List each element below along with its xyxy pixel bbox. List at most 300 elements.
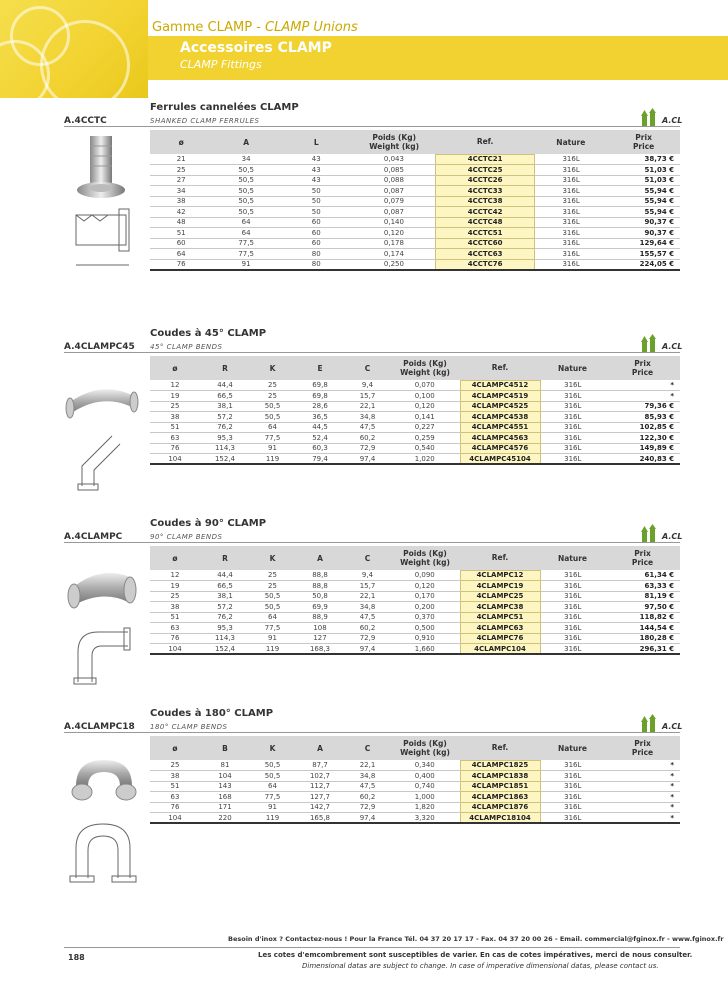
ref-cell: 4CLAMPC4551 (460, 422, 540, 433)
table-cell: 25 (250, 570, 295, 581)
table-cell: 34,8 (345, 771, 390, 782)
table-cell: 0,100 (390, 391, 460, 402)
price-cell: * (605, 792, 680, 803)
table-cell: 168,3 (295, 644, 345, 655)
table-cell: 44,5 (295, 422, 345, 433)
table-cell: 316L (540, 792, 605, 803)
table-cell: 44,4 (200, 570, 250, 581)
price-cell: 55,94 € (607, 207, 680, 218)
col-header: ø (150, 736, 200, 760)
ref-cell: 4CLAMPC1851 (460, 781, 540, 792)
badge-label: A.CL (662, 722, 683, 731)
ref-cell: 4CCTC76 (436, 259, 535, 270)
table-body (150, 760, 680, 823)
table-cell: 91 (250, 802, 295, 813)
table-cell: 34 (212, 154, 280, 165)
table-cell: 0,540 (390, 443, 460, 454)
ref-cell: 4CCTC25 (436, 165, 535, 176)
col-header-fr: Prix (634, 739, 651, 748)
ref-cell: 4CCTC48 (436, 217, 535, 228)
ref-cell: 4CLAMPC25 (460, 591, 540, 602)
col-header-en: Weight (kg) (400, 748, 450, 757)
table-row (150, 380, 680, 391)
table-cell: 25 (150, 591, 200, 602)
ref-cell: 4CCTC38 (436, 196, 535, 207)
col-header-fr: Prix (634, 549, 651, 558)
table-cell: 77,5 (250, 433, 295, 444)
table-cell: 97,4 (345, 813, 390, 824)
badge-icon (640, 524, 658, 542)
table-cell: 34,8 (345, 412, 390, 423)
table-cell: 43 (280, 165, 353, 176)
table-row (150, 781, 680, 792)
table-cell: 60 (280, 228, 353, 239)
table-cell: 42 (150, 207, 212, 218)
section-divider (64, 352, 680, 353)
table-cell: 76 (150, 633, 200, 644)
table-cell: 63 (150, 792, 200, 803)
section-bends-180 (0, 706, 728, 886)
ref-cell: 4CLAMPC38 (460, 602, 540, 613)
col-header: ø (150, 546, 200, 570)
ref-cell: 4CCTC51 (436, 228, 535, 239)
table-cell: 66,5 (200, 391, 250, 402)
ref-cell: 4CCTC21 (436, 154, 535, 165)
section-divider (64, 126, 680, 127)
table-cell: 34,8 (345, 602, 390, 613)
table-cell: 316L (534, 154, 607, 165)
col-header (390, 356, 460, 380)
ref-cell: 4CLAMPC4525 (460, 401, 540, 412)
table-body (150, 570, 680, 654)
table-cell: 0,259 (390, 433, 460, 444)
section-subtitle: 45° CLAMP BENDS (150, 343, 223, 351)
table-cell: 50 (280, 207, 353, 218)
price-cell: * (605, 760, 680, 771)
table-cell: 72,9 (345, 802, 390, 813)
table-cell: 88,8 (295, 581, 345, 592)
price-cell: 102,85 € (605, 422, 680, 433)
col-header (605, 546, 680, 570)
table-cell: 60 (280, 217, 353, 228)
table-row (150, 581, 680, 592)
table-cell: 66,5 (200, 581, 250, 592)
page-title: Accessoires CLAMP (180, 40, 332, 56)
col-header-fr: Prix (635, 133, 652, 142)
table-row (150, 443, 680, 454)
table-row (150, 591, 680, 602)
table-cell: 104 (150, 454, 200, 465)
bend-90-diagram (68, 622, 138, 692)
table-cell: 316L (540, 454, 605, 465)
table-cell: 72,9 (345, 443, 390, 454)
table-row (150, 760, 680, 771)
col-header-fr: Poids (Kg) (403, 359, 447, 368)
table-row (150, 633, 680, 644)
price-cell: 81,19 € (605, 591, 680, 602)
section-title: Coudes à 45° CLAMP (150, 328, 267, 339)
table-row (150, 644, 680, 655)
col-header-en: Weight (kg) (369, 142, 420, 151)
section-divider (64, 732, 680, 733)
table-cell: 0,087 (353, 207, 436, 218)
table-cell: 316L (540, 380, 605, 391)
col-header: Ref. (436, 130, 535, 154)
price-cell: 51,03 € (607, 165, 680, 176)
col-header: K (250, 736, 295, 760)
table-cell: 95,3 (200, 433, 250, 444)
table-cell: 50,5 (212, 196, 280, 207)
col-header (605, 736, 680, 760)
table-row (150, 238, 680, 249)
table-cell: 152,4 (200, 644, 250, 655)
badge-label: A.CL (662, 532, 683, 541)
ref-cell: 4CCTC60 (436, 238, 535, 249)
table-cell: 80 (280, 249, 353, 260)
table-cell: 69,8 (295, 380, 345, 391)
table-cell: 38 (150, 771, 200, 782)
col-header: A (295, 546, 345, 570)
table-cell: 0,227 (390, 422, 460, 433)
table-cell: 95,3 (200, 623, 250, 634)
price-cell: 63,33 € (605, 581, 680, 592)
table-cell: 38,1 (200, 591, 250, 602)
table-cell: 47,5 (345, 781, 390, 792)
badge-label: A.CL (662, 342, 683, 351)
table-cell: 60,2 (345, 623, 390, 634)
table-cell: 43 (280, 175, 353, 186)
range-title (152, 20, 358, 35)
ferrule-photo (66, 132, 136, 207)
table-cell: 25 (150, 760, 200, 771)
table-cell: 0,090 (390, 570, 460, 581)
table-cell: 77,5 (212, 249, 280, 260)
bend-45-photo (62, 372, 142, 422)
table-cell: 60,3 (295, 443, 345, 454)
ref-cell: 4CLAMPC45104 (460, 454, 540, 465)
table-cell: 25 (250, 581, 295, 592)
col-header: C (345, 356, 390, 380)
ref-cell: 4CCTC63 (436, 249, 535, 260)
table-cell: 19 (150, 391, 200, 402)
ref-cell: 4CLAMPC4563 (460, 433, 540, 444)
table-cell: 50 (280, 196, 353, 207)
section-title: Ferrules cannelées CLAMP (150, 102, 299, 113)
table-body (150, 380, 680, 464)
table-cell: 316L (534, 249, 607, 260)
table-cell: 3,320 (390, 813, 460, 824)
section-divider (64, 542, 680, 543)
price-cell: 85,93 € (605, 412, 680, 423)
col-header: Ref. (460, 546, 540, 570)
ref-cell: 4CLAMPC1863 (460, 792, 540, 803)
table-cell: 50,5 (250, 591, 295, 602)
table-cell: 91 (250, 443, 295, 454)
table-cell: 64 (212, 217, 280, 228)
page-subtitle: CLAMP Fittings (180, 58, 262, 71)
table-cell: 76 (150, 443, 200, 454)
table-row (150, 401, 680, 412)
table-cell: 50,8 (295, 591, 345, 602)
table-row (150, 228, 680, 239)
ferrules-table (150, 130, 680, 271)
table-cell: 171 (200, 802, 250, 813)
badge-icon (640, 108, 658, 126)
table-cell: 316L (534, 207, 607, 218)
section-code: A.4CLAMPC18 (64, 722, 135, 732)
range-italic: CLAMP Unions (265, 20, 358, 35)
col-header (390, 736, 460, 760)
col-header: C (345, 736, 390, 760)
table-cell: 0,170 (390, 591, 460, 602)
table-cell: 60,2 (345, 792, 390, 803)
section-code: A.4CLAMPC45 (64, 342, 135, 352)
table-cell: 316L (534, 186, 607, 197)
table-row (150, 792, 680, 803)
bends-90-table (150, 546, 680, 655)
table-cell: 91 (212, 259, 280, 270)
table-cell: 1,820 (390, 802, 460, 813)
col-header: Nature (540, 736, 605, 760)
price-cell: 296,31 € (605, 644, 680, 655)
table-cell: 316L (534, 228, 607, 239)
table-cell: 127,7 (295, 792, 345, 803)
table-cell: 15,7 (345, 391, 390, 402)
table-cell: 152,4 (200, 454, 250, 465)
ref-cell: 4CLAMPC4519 (460, 391, 540, 402)
section-bends-45 (0, 326, 728, 496)
ref-cell: 4CLAMPC76 (460, 633, 540, 644)
table-cell: 63 (150, 623, 200, 634)
section-code: A.4CLAMPC (64, 532, 123, 542)
price-cell: 55,94 € (607, 186, 680, 197)
ref-cell: 4CLAMPC12 (460, 570, 540, 581)
table-cell: 25 (250, 391, 295, 402)
table-row (150, 154, 680, 165)
ref-cell: 4CCTC33 (436, 186, 535, 197)
table-cell: 0,740 (390, 781, 460, 792)
table-cell: 0,174 (353, 249, 436, 260)
table-row (150, 165, 680, 176)
table-cell: 316L (540, 591, 605, 602)
price-cell: 79,36 € (605, 401, 680, 412)
table-cell: 50,5 (250, 771, 295, 782)
bend-90-photo (62, 560, 144, 615)
col-header: A (212, 130, 280, 154)
table-cell: 25 (150, 165, 212, 176)
table-cell: 316L (540, 412, 605, 423)
table-cell: 60 (280, 238, 353, 249)
table-row (150, 454, 680, 465)
table-cell: 316L (540, 633, 605, 644)
table-cell: 1,660 (390, 644, 460, 655)
table-cell: 51 (150, 228, 212, 239)
col-header: L (280, 130, 353, 154)
table-cell: 316L (534, 259, 607, 270)
decorative-logo-panel (0, 0, 148, 98)
table-cell: 0,079 (353, 196, 436, 207)
table-cell: 97,4 (345, 454, 390, 465)
col-header: Nature (540, 546, 605, 570)
price-cell: 224,05 € (607, 259, 680, 270)
section-code: A.4CCTC (64, 116, 107, 126)
table-cell: 316L (540, 602, 605, 613)
col-header-fr: Poids (Kg) (403, 739, 447, 748)
price-cell: 90,37 € (607, 217, 680, 228)
table-cell: 12 (150, 570, 200, 581)
table-cell: 316L (540, 612, 605, 623)
table-cell: 76 (150, 802, 200, 813)
price-cell: * (605, 380, 680, 391)
table-row (150, 771, 680, 782)
table-cell: 104 (150, 813, 200, 824)
table-cell: 119 (250, 454, 295, 465)
table-cell: 165,8 (295, 813, 345, 824)
table-row (150, 186, 680, 197)
col-header: Ref. (460, 736, 540, 760)
table-cell: 102,7 (295, 771, 345, 782)
ref-cell: 4CLAMPC1825 (460, 760, 540, 771)
table-cell: 69,8 (295, 391, 345, 402)
col-header (353, 130, 436, 154)
ref-cell: 4CLAMPC104 (460, 644, 540, 655)
table-cell: 104 (200, 771, 250, 782)
col-header (390, 546, 460, 570)
col-header: B (200, 736, 250, 760)
table-cell: 57,2 (200, 412, 250, 423)
table-cell: 0,088 (353, 175, 436, 186)
table-cell: 0,043 (353, 154, 436, 165)
table-cell: 114,3 (200, 633, 250, 644)
table-cell: 38,1 (200, 401, 250, 412)
ref-cell: 4CLAMPC18104 (460, 813, 540, 824)
table-cell: 0,400 (390, 771, 460, 782)
table-cell: 76 (150, 259, 212, 270)
table-cell: 0,085 (353, 165, 436, 176)
footer-note-en: Dimensional datas are subject to change. In case of imperative dimensional datas, please contact us. (302, 962, 659, 970)
table-cell: 316L (540, 433, 605, 444)
table-row (150, 623, 680, 634)
table-cell: 64 (250, 612, 295, 623)
table-body (150, 154, 680, 270)
table-cell: 9,4 (345, 570, 390, 581)
table-cell: 34 (150, 186, 212, 197)
col-header: A (295, 736, 345, 760)
ref-cell: 4CLAMPC4512 (460, 380, 540, 391)
table-cell: 316L (540, 443, 605, 454)
table-cell: 0,178 (353, 238, 436, 249)
table-cell: 64 (212, 228, 280, 239)
ref-cell: 4CLAMPC51 (460, 612, 540, 623)
table-cell: 50,5 (250, 412, 295, 423)
col-header (605, 356, 680, 380)
badge-icon (640, 334, 658, 352)
table-cell: 43 (280, 154, 353, 165)
table-row (150, 217, 680, 228)
table-cell: 57,2 (200, 602, 250, 613)
ref-cell: 4CLAMPC63 (460, 623, 540, 634)
table-cell: 12 (150, 380, 200, 391)
table-cell: 0,120 (390, 581, 460, 592)
table-cell: 0,200 (390, 602, 460, 613)
table-row (150, 422, 680, 433)
table-cell: 64 (250, 781, 295, 792)
section-ferrules (0, 100, 728, 300)
table-cell: 0,250 (353, 259, 436, 270)
table-cell: 21 (150, 154, 212, 165)
table-cell: 0,087 (353, 186, 436, 197)
table-cell: 220 (200, 813, 250, 824)
table-cell: 77,5 (212, 238, 280, 249)
table-cell: 76,2 (200, 422, 250, 433)
price-cell: 129,64 € (607, 238, 680, 249)
col-header-fr: Poids (Kg) (372, 133, 417, 142)
section-subtitle: 90° CLAMP BENDS (150, 533, 223, 541)
table-cell: 36,5 (295, 412, 345, 423)
table-cell: 316L (540, 781, 605, 792)
table-row (150, 249, 680, 260)
bend-45-diagram (72, 426, 132, 496)
table-row (150, 196, 680, 207)
table-cell: 50 (280, 186, 353, 197)
col-header: Ref. (460, 356, 540, 380)
table-row (150, 602, 680, 613)
table-cell: 81 (200, 760, 250, 771)
badge-icon (640, 714, 658, 732)
col-header: E (295, 356, 345, 380)
table-cell: 108 (295, 623, 345, 634)
table-cell: 0,910 (390, 633, 460, 644)
ferrule-diagram (64, 205, 144, 280)
bends-180-table (150, 736, 680, 824)
table-cell: 0,120 (353, 228, 436, 239)
table-cell: 316L (534, 175, 607, 186)
table-cell: 50,5 (250, 760, 295, 771)
table-cell: 64 (150, 249, 212, 260)
table-cell: 51 (150, 422, 200, 433)
table-cell: 50,5 (212, 165, 280, 176)
ref-cell: 4CLAMPC4538 (460, 412, 540, 423)
ref-cell: 4CLAMPC1876 (460, 802, 540, 813)
price-cell: 149,89 € (605, 443, 680, 454)
table-cell: 168 (200, 792, 250, 803)
table-cell: 69,9 (295, 602, 345, 613)
footer-divider (64, 947, 680, 948)
table-row (150, 612, 680, 623)
price-cell: 55,94 € (607, 196, 680, 207)
section-subtitle: SHANKED CLAMP FERRULES (150, 117, 260, 125)
col-header (607, 130, 680, 154)
table-cell: 22,1 (345, 401, 390, 412)
table-cell: 51 (150, 781, 200, 792)
bend-180-photo (62, 756, 144, 811)
col-header-en: Price (631, 748, 654, 757)
col-header-fr: Poids (Kg) (403, 549, 447, 558)
table-cell: 316L (540, 570, 605, 581)
table-cell: 1,000 (390, 792, 460, 803)
table-cell: 316L (534, 196, 607, 207)
table-cell: 50,5 (250, 401, 295, 412)
table-cell: 87,7 (295, 760, 345, 771)
table-cell: 104 (150, 644, 200, 655)
table-row (150, 259, 680, 270)
page-number: 188 (68, 953, 85, 962)
col-header: C (345, 546, 390, 570)
ref-cell: 4CCTC42 (436, 207, 535, 218)
table-cell: 38 (150, 412, 200, 423)
bends-45-table (150, 356, 680, 465)
col-header-en: Weight (kg) (400, 558, 450, 567)
